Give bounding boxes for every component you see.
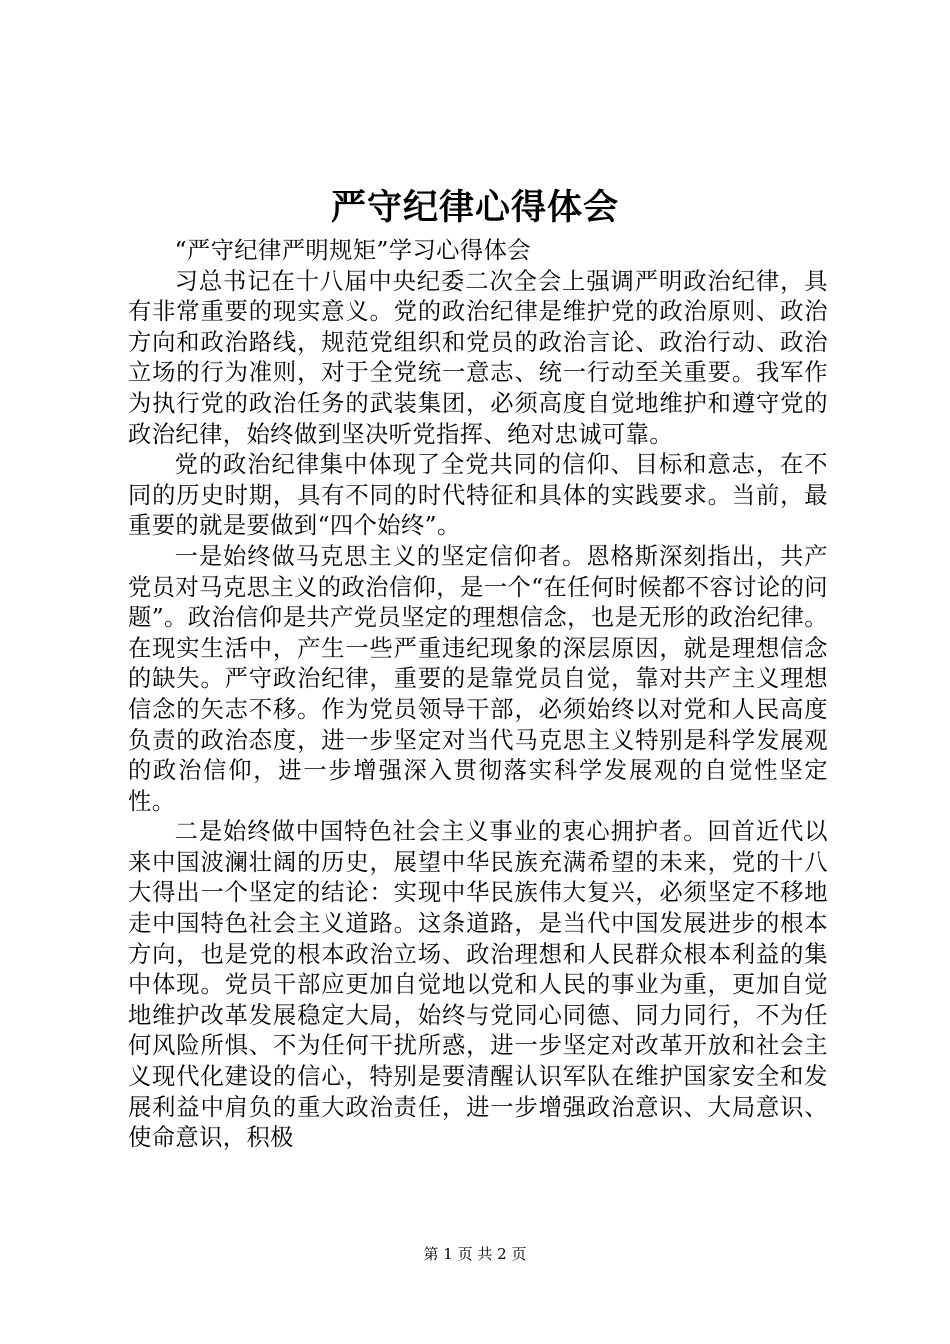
subtitle-paragraph: “严守纪律严明规矩”学习心得体会 [174,237,531,264]
body-paragraph: 党的政治纪律集中体现了全党共同的信仰、目标和意志，在不同的历史时期，具有不同的时代特征和具体的实践要求。当前，最重要的就是要做到“四个始终”。 [128,451,828,540]
document-title: 严守纪律心得体会 [330,187,619,228]
document-body [128,236,828,1154]
body-paragraph: 一是始终做马克思主义的坚定信仰者。恩格斯深刻指出，共产党员对马克思主义的政治信仰，是一个“在任何时候都不容讨论的问题”。政治信仰是共产党员坚定的理想信念，也是无形的政治纪律。在现实生活中，产生一些严重违纪现象的深层原因，就是理想信念的缺失。严守政治纪律，重要的是靠党员自觉，靠对共产主义理想信念的矢志不移。作为党员领导干部，必须始终以对党和人民高度负责的政治态度，进一步坚定对当代马克思主义特别是科学发展观的政治信仰，进一步增强深入贯彻落实科学发展观的自觉性坚定性。 [128,542,828,815]
page-footer: 第 1 页 共 2 页 [423,1245,527,1263]
body-paragraph: 习总书记在十八届中央纪委二次全会上强调严明政治纪律，具有非常重要的现实意义。党的政治纪律是维护党的政治原则、政治方向和政治路线，规范党组织和党员的政治言论、政治行动、政治立场的行为准则，对于全党统一意志、统一行动至关重要。我军作为执行党的政治任务的武装集团，必须高度自觉地维护和遵守党的政治纪律，始终做到坚决听党指挥、绝对忠诚可靠。 [128,267,828,448]
body-paragraph: 二是始终做中国特色社会主义事业的衷心拥护者。回首近代以来中国波澜壮阔的历史，展望中华民族充满希望的未来，党的十八大得出一个坚定的结论：实现中华民族伟大复兴，必须坚定不移地走中国特色社会主义道路。这条道路，是当代中国发展进步的根本方向，也是党的根本政治立场、政治理想和人民群众根本利益的集中体现。党员干部应更加自觉地以党和人民的事业为重，更加自觉地维护改革发展稳定大局，始终与党同心同德、同力同行，不为任何风险所惧、不为任何干扰所惑，进一步坚定对改革开放和社会主义现代化建设的信心，特别是要清醒认识军队在维护国家安全和发展利益中肩负的重大政治责任，进一步增强政治意识、大局意识、使命意识，积极 [128,818,828,1152]
